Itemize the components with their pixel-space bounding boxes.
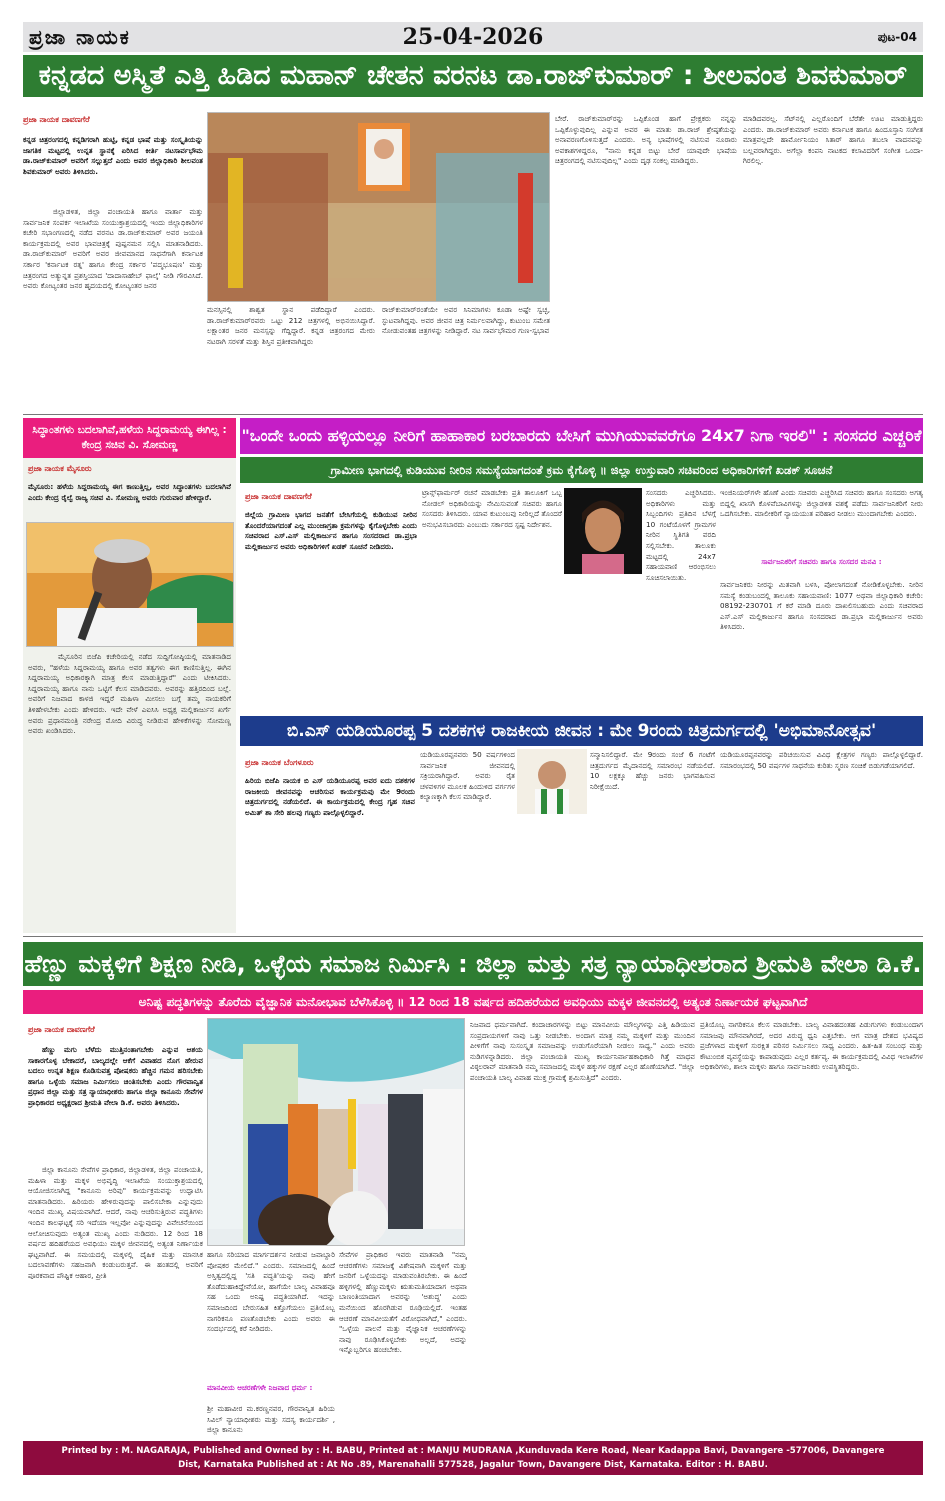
story3-body-col3a	[564, 578, 642, 710]
story4-dateline: ಪ್ರಜಾ ನಾಯಕ ಬೆಂಗಳೂರು	[245, 758, 314, 767]
issue-date: 25-04-2026	[402, 24, 544, 50]
story5-lead: ಹೆಣ್ಣು ಮಗು ಬೆಳೆದು ಮುತ್ತಿನಂತಾಗಬೇಕು ಎನ್ನುವ ಆಶಯ ಸಾಕಾರಗೊಳ್ಳ ಬೇಕಾದರೆ, ಬಾಲ್ಯದಲ್ಲೇ ಆಕೆಗೆ ವಿವಾಹದ ನೊಗ ಹೇರುವ ಬದಲು ಉನ್ನತ ಶಿಕ್ಷಣ ಕೊಡಿಸುವತ್ತ ಪೋಷಕರು ಹೆಚ್ಚಿನ ಗಮನ ಹರಿಸಬೇಕು ಹಾಗೂ ಒಳ್ಳೆಯ ಸಮಾಜ ನಿರ್ಮಿಸಲು ಚಿಂತಿಸಬೇಕು ಎಂದು ಗೌರವಾನ್ವಿತ ಪ್ರಧಾನ ಜಿಲ್ಲಾ ಮತ್ತು ಸತ್ರ ನ್ಯಾಯಾಧೀಶರು ಹಾಗೂ ಜಿಲ್ಲಾ ಕಾನೂನು ಸೇವೆಗಳ ಪ್ರಾಧಿಕಾರದ ಅಧ್ಯಕ್ಷರಾದ ಶ್ರೀಮತಿ ವೇಲಾ ಡಿ.ಕೆ. ಅವರು ತಿಳಿಸಿದರು.	[28, 1045, 203, 1107]
story3-photo	[564, 488, 642, 574]
story3-body-col4b: ಸಾರ್ವಜನಿಕರು ನೀರನ್ನು ಮಿತವಾಗಿ ಬಳಸಿ, ಪೋಲಾಗದಂತೆ ನೋಡಿಕೊಳ್ಳಬೇಕು. ನೀರಿನ ಸಮಸ್ಯೆ ಕಂಡುಬಂದಲ್ಲಿ ತಾಲೂಕು ಸಹಾಯವಾಣಿ: 1077 ಅಥವಾ ಜಿಲ್ಲಾಧಿಕಾರಿ ಕಚೇರಿ: 08192-230701 ಗೆ ಕರೆ ಮಾಡಿ ದೂರು ದಾಖಲಿಸಬಹುದು ಎಂದು ಸಚಿವರಾದ ಎಸ್.ಎಸ್ ಮಲ್ಲಿಕಾರ್ಜುನ ಹಾಗೂ ಸಂಸದರಾದ ಡಾ.ಪ್ರಭಾ ಮಲ್ಲಿಕಾರ್ಜುನ ಅವರು ತಿಳಿಸಿದರು.	[720, 580, 923, 632]
story5-subheadline: ಅನಿಷ್ಟ ಪದ್ಧತಿಗಳನ್ನು ತೊರೆದು ವೈಜ್ಞಾನಿಕ ಮನೋಭಾವ ಬೆಳೆಸಿಕೊಳ್ಳಿ ॥ 12 ರಿಂದ 18 ವರ್ಷದ ಹದಿಹರೆಯದ ಅವಧಿಯು ಮಕ್ಕಳ ಜೀವನದಲ್ಲಿ ಅತ್ಯಂತ ನಿರ್ಣಾಯಕ ಘಟ್ಟವಾಗಿದೆ	[23, 990, 923, 1014]
story5-body-col4: ನಿಜವಾದ ಧರ್ಮವಾಗಿದೆ. ಕಂದಾಚಾರಗಳನ್ನು ಬಿಟ್ಟು ಮಾನವೀಯ ಮೌಲ್ಯಗಳನ್ನು ಎತ್ತಿ ಹಿಡಿಯುವ ಸಂಪ್ರದಾಯಗಳಿಗೆ ನಾವು ಒತ್ತು ನೀಡಬೇಕು. ಅಂದಾಗ ಮಾತ್ರ ನಮ್ಮ ಮಕ್ಕಳಿಗೆ ಮತ್ತು ಮುಂದಿನ ಪೀಳಿಗೆಗೆ ನಾವು ಸುಸಂಸ್ಕೃತ ಸಮಾಜವನ್ನು ಉಡುಗೊರೆಯಾಗಿ ನೀಡಲು ಸಾಧ್ಯ." ಎಂದು ಅವರು ನುಡಿಗಳನ್ನಾಡಿದರು. ಜಿಲ್ಲಾ ಪಂಚಾಯತಿ ಮುಖ್ಯ ಕಾರ್ಯನಿರ್ವಾಹಕಾಧಿಕಾರಿ ಗಿತ್ತೆ ಮಾಧವ ವಿಠ್ಠಲರಾವ್ ಮಾತನಾಡಿ ನಮ್ಮ ಸಮಾಜದಲ್ಲಿ ಮಕ್ಕಳ ಹಕ್ಕುಗಳ ರಕ್ಷಣೆ ಎಲ್ಲರ ಹೊಣೆಯಾಗಿದೆ. "ಜಿಲ್ಲಾ ಪಂಚಾಯತಿ ಬಾಲ್ಯ ವಿವಾಹ ಮುಕ್ತ ಗ್ರಾಮಕ್ಕೆ ಶ್ರಮಿಸುತ್ತಿದೆ" ಎಂದರು.	[470, 1020, 695, 1082]
rajkumar-tribute-photo	[208, 113, 550, 302]
imprint-line-1: Printed by : M. NAGARAJA, Published and Owned by : H. BABU, Printed at : MANJU MUDRANA ,Kunduvada Kere Road, Near Kadappa Bavi, Davangere -577006, Davangere	[61, 1446, 885, 1456]
story5-body-col3: ಸೇವೆಗಳ ಪ್ರಾಧಿಕಾರ ಇವರು ಮಾತನಾಡಿ "ನಮ್ಮ ಆಚರಣೆಗಳು ಸಮಾಜಕ್ಕೆ ವಿಶೇಷವಾಗಿ ಮಕ್ಕಳಿಗೆ ಮತ್ತು ಜನರಿಗೆ ಒಳ್ಳೆಯದನ್ನು ಮಾಡುವಂತಿರಬೇಕು. ಈ ಹಿಂದೆ ಹಳ್ಳಿಗಳಲ್ಲಿ ಹೆಣ್ಣುಮಕ್ಕಳು ಋತುಮತಿಯಾದಾಗ ಅಥವಾ ಬಾಣಂತಿಯಾದಾಗ ಅವರನ್ನು 'ಅಶುದ್ಧ' ಎಂದು ಮನೆಯಿಂದ ಹೊರಗಿಡುವ ರೂಢಿಯಲ್ಲಿದೆ. ಇಂತಹ ಆಚರಣೆ ಮಾನವೀಯತೆಗೆ ವಿರೋಧವಾಗಿದೆ," ಎಂದರು. "ಒಳ್ಳೆಯ ಪಾಲನೆ ಮತ್ತು ವೈಜ್ಞಾನಿಕ ಆಚರಣೆಗಳನ್ನು ನಾವು ರೂಢಿಸಿಕೊಳ್ಳಬೇಕು ಅಲ್ಲದೆ, ಅದನ್ನು ಇನ್ನೊಬ್ಬರಿಗೂ ಹಂಚಬೇಕು.	[339, 1250, 467, 1355]
story3-subheading: ಸಾರ್ವಜನಿಕರಿಗೆ ಸಚಿವರು ಹಾಗೂ ಸಂಸದರ ಮನವಿ :	[761, 557, 882, 566]
mp-portrait-photo	[564, 488, 642, 574]
story4-headline: ಬಿ.ಎಸ್ ಯಡಿಯೂರಪ್ಪ 5 ದಶಕಗಳ ರಾಜಕೀಯ ಜೀವನ : ಮೇ 9ರಂದು ಚಿತ್ರದುರ್ಗದಲ್ಲಿ 'ಅಭಿಮಾನೋತ್ಸವ'	[240, 716, 923, 746]
story1-body-col1: ಜಿಲ್ಲಾಡಳಿತ, ಜಿಲ್ಲಾ ಪಂಚಾಯತಿ ಹಾಗೂ ವಾರ್ತಾ ಮತ್ತು ಸಾರ್ವಜನಿಕ ಸಂಪರ್ಕ ಇಲಾಖೆಯ ಸಂಯುಕ್ತಾಶ್ರಯದಲ್ಲಿ ಇಂದು ಜಿಲ್ಲಾಧಿಕಾರಿಗಳ ಕಚೇರಿ ಸಭಾಂಗಣದಲ್ಲಿ ನಡೆದ ವರನಟ ಡಾ.ರಾಜ್‌ಕುಮಾರ್ ಅವರ ಜಯಂತಿ ಕಾರ್ಯಕ್ರಮದಲ್ಲಿ ಅವರ ಭಾವಚಿತ್ರಕ್ಕೆ ಪುಷ್ಪನಮನ ಸಲ್ಲಿಸಿ ಮಾತನಾಡಿದರು. ಡಾ.ರಾಜ್‌ಕುಮಾರ್ ಅವರಿಗೆ ಅವರ ಜೀವಮಾನದ ಸಾಧನೆಗಾಗಿ ಕರ್ನಾಟಕ ಸರ್ಕಾರ 'ಕರ್ನಾಟಕ ರತ್ನ' ಹಾಗೂ ಕೇಂದ್ರ ಸರ್ಕಾರ 'ಪದ್ಮಭೂಷಣ' ಮತ್ತು ಚಿತ್ರರಂಗದ ಅತ್ಯುನ್ನತ ಪ್ರಶಸ್ತಿಯಾದ 'ದಾದಾಸಾಹೇಬ್ ಫಾಲ್ಕೆ' ನೀಡಿ ಗೌರವಿಸಿದೆ. ಅವರು ಕೋಟ್ಯಂತರ ಜನರ ಹೃದಯದಲ್ಲಿ ಕೋಟ್ಯಂತರ ಜನರ	[23, 207, 203, 291]
story3-body-col2: ಟ್ರಾನ್ಸ್‌ಫಾರ್ಮರ್ ರಚನೆ ಮಾಡಬೇಕು ಪ್ರತಿ ತಾಲೂಕಿಗೆ ಒಬ್ಬ ನೋಡಲ್ ಅಧಿಕಾರಿಯನ್ನು ನೇಮಿಸುವಂತೆ ಸಚಿವರು ಹಾಗೂ ಸಂಸದರು ತಿಳಿಸಿದರು. ಯಾವ ಕುಟುಂಬವು ನೀರಿಲ್ಲದೆ ತೊಂದರೆ ಅನುಭವಿಸಬಾರದು ಎಂಬುದು ಸರ್ಕಾರದ ಸ್ಪಷ್ಟ ನಿರ್ದೇಶನ.	[422, 488, 562, 529]
story4-body-col4: ಯಡಿಯೂರಪ್ಪನವರನ್ನು ಪರಿಚಯಿಸುವ ವಿವಿಧ ಕ್ಷೇತ್ರಗಳ ಗಣ್ಯರು ಪಾಲ್ಗೊಳ್ಳಲಿದ್ದಾರೆ. ಸಮಾರಂಭದಲ್ಲಿ 50 ವರ್ಷಗಳ ಸಾಧನೆಯ ಕುರಿತು ಸ್ಮರಣ ಸಂಚಿಕೆ ಬಿಡುಗಡೆಯಾಗಲಿದೆ.	[720, 750, 923, 770]
story1-photo	[207, 112, 550, 302]
story2-body: ಮೈಸೂರಿನ ಬಿಜೆಪಿ ಕಚೇರಿಯಲ್ಲಿ ನಡೆದ ಸುದ್ದಿಗೋಷ್ಠಿಯಲ್ಲಿ ಮಾತನಾಡಿದ ಅವರು, "ಹಳೆಯ ಸಿದ್ದರಾಮಯ್ಯ ಹಾಗೂ ಅವರ ತತ್ವಗಳು ಈಗ ಕಾಣಿಸುತ್ತಿಲ್ಲ. ಈಗಿನ ಸಿದ್ದರಾಮಯ್ಯ ಅಧಿಕಾರಕ್ಕಾಗಿ ಮಾತ್ರ ಕೆಲಸ ಮಾಡುತ್ತಿದ್ದಾರೆ" ಎಂದು ಟೀಕಿಸಿದರು. ಸಿದ್ದರಾಮಯ್ಯ ಹಾಗೂ ನಾನು ಒಟ್ಟಿಗೆ ಕೆಲಸ ಮಾಡಿದವರು. ಅವರನ್ನು ಹತ್ತಿರದಿಂದ ಬಲ್ಲೆ. ಅವರಿಗೆ ನಿಜವಾದ ಕಾಳಜಿ ಇದ್ದರೆ ಮಹಿಳಾ ಮೀಸಲು ಬಗ್ಗೆ ತಮ್ಮ ನಾಯಕರಿಗೆ ತಿಳಿಹೇಳಬೇಕು ಎಂದು ಹೇಳಿದರು. ಇದೇ ವೇಳೆ ಎಐಸಿಸಿ ಅಧ್ಯಕ್ಷ ಮಲ್ಲಿಕಾರ್ಜುನ ಖರ್ಗೆ ಅವರು ಪ್ರಧಾನಮಂತ್ರಿ ನರೇಂದ್ರ ಮೋದಿ ವಿರುದ್ಧ ನೀಡಿರುವ ಹೇಳಿಕೆಗಳನ್ನು ಸೋಮಣ್ಣ ಅವರು ಖಂಡಿಸಿದರು.	[28, 652, 231, 736]
story2-photo	[26, 522, 234, 647]
story3-headline: "ಒಂದೇ ಒಂದು ಹಳ್ಳಿಯಲ್ಲೂ ನೀರಿಗೆ ಹಾಹಾಕಾರ ಬರಬಾರದು ಬೇಸಿಗೆ ಮುಗಿಯುವವರೆಗೂ 24x7 ನಿಗಾ ಇರಲಿ" : ಸಂಸದರ ಎಚ್ಚರಿಕೆ	[240, 418, 923, 454]
imprint-line-2: Dist, Karnataka Published at : At No .89, Marenahalli 577528, Jagalur Town, Davangere Dist, Karnataka. Editor : H. BABU.	[178, 1460, 768, 1470]
paper-name: ಪ್ರಜಾ ನಾಯಕ	[29, 25, 131, 49]
story3-lead: ಜಿಲ್ಲೆಯ ಗ್ರಾಮೀಣ ಭಾಗದ ಜನತೆಗೆ ಬೇಸಿಗೆಯಲ್ಲಿ ಕುಡಿಯುವ ನೀರಿನ ತೊಂದರೆಯಾಗದಂತೆ ಎಲ್ಲ ಮುಂಜಾಗ್ರತಾ ಕ್ರಮಗಳನ್ನು ಕೈಗೊಳ್ಳಬೇಕು ಎಂದು ಸಚಿವರಾದ ಎಸ್.ಎಸ್ ಮಲ್ಲಿಕಾರ್ಜುನ ಹಾಗೂ ಸಂಸದರಾದ ಡಾ.ಪ್ರಭಾ ಮಲ್ಲಿಕಾರ್ಜುನ ಅವರು ಅಧಿಕಾರಿಗಳಿಗೆ ಖಡಕ್ ಸೂಚನೆ ನೀಡಿದರು.	[245, 510, 417, 551]
story3-body-col3: ಸಂಸದರು ಎಚ್ಚರಿಸಿದರು. ಅಧಿಕಾರಿಗಳು ಮತ್ತು ಸಿಬ್ಬಂದಿಗಳು ಪ್ರತಿದಿನ ಬೆಳಗ್ಗೆ 10 ಗಂಟೆಯೊಳಗೆ ಗ್ರಾಮಗಳ ನೀರಿನ ಸ್ಥಿತಿಗತಿ ವರದಿ ಸಲ್ಲಿಸಬೇಕು. ತಾಲೂಕು ಮಟ್ಟದಲ್ಲಿ 24x7 ಸಹಾಯವಾಣಿ ಆರಂಭಿಸಲು ಸೂಚಿಸಲಾಯಿತು.	[646, 488, 716, 582]
divider	[23, 936, 923, 937]
story1-body-col5: ಮಾಡಿದವರಲ್ಲ. ಸೆಟ್‌ನಲ್ಲಿ ಎಲ್ಲರೊಂದಿಗೆ ಬೆರೆತೇ ಊಟ ಮಾಡುತ್ತಿದ್ದರು ಎಂದರು. ಡಾ.ರಾಜ್‌ಕುಮಾರ್ ಅವರು ಕರ್ನಾಟಕ ಹಾಗೂ ಹಿಂದೂಸ್ತಾನಿ ಸಂಗೀತ ಮಾತ್ರವಲ್ಲದೇ ಹಾರ್ಮೋನಿಯಂ ಸಿತಾರ್ ಹಾಗೂ ತಬಲಾ ವಾದನವನ್ನು ಬಲ್ಲವರಾಗಿದ್ದರು. ಅಗೆಲ್ಲಾ ಕಂಪನಿ ನಾಟಕದ ಕಲಾವಿದರಿಗೆ ಸಂಗೀತ ಒಂದಾ-ಗಿರಲಿಲ್ಲ.	[743, 114, 923, 166]
story1-body-col4: ಬೇರೆ. ರಾಜ್‌ಕುಮಾರ್‌ರನ್ನು ಒಪ್ಪಿಕೊಂಡ ಹಾಗೆ ಪ್ರೇಕ್ಷಕರು ನನ್ನನ್ನು ಒಪ್ಪಿಕೊಳ್ಳುವುದಿಲ್ಲ ಎನ್ನುವ ಅವರ ಈ ಮಾತು ಡಾ.ರಾಜ್ ಶ್ರೇಷ್ಠತೆಯನ್ನು ಅನಾವರಣಗೊಳಿಸುತ್ತದೆ ಎಂದರು. ಅನ್ಯ ಭಾಷೆಗಳಲ್ಲಿ ನಟಿಸುವ ನೂರಾರು ಅವಕಾಶಗಳಿದ್ದರೂ, "ನಾನು ಕನ್ನಡ ಬಿಟ್ಟು ಬೇರೆ ಯಾವುದೇ ಭಾಷೆಯ ಚಿತ್ರರಂಗದಲ್ಲಿ ನಟಿಸುವುದಿಲ್ಲ" ಎಂದು ದೃಢ ಸಂಕಲ್ಪ ಮಾಡಿದ್ದರು.	[555, 114, 737, 166]
story5-dateline: ಪ್ರಜಾ ನಾಯಕ ದಾವಣಗೆರೆ	[28, 1025, 95, 1034]
story3-subheadline: ಗ್ರಾಮೀಣ ಭಾಗದಲ್ಲಿ ಕುಡಿಯುವ ನೀರಿನ ಸಮಸ್ಯೆಯಾಗದಂತೆ ಕ್ರಮ ಕೈಗೊಳ್ಳಿ ॥ ಜಿಲ್ಲಾ ಉಸ್ತುವಾರಿ ಸಚಿವರಿಂದ ಅಧಿಕಾರಿಗಳಿಗೆ ಖಡಕ್ ಸೂಚನೆ	[240, 457, 923, 483]
story1-headline: ಕನ್ನಡದ ಅಸ್ಮಿತೆ ಎತ್ತಿ ಹಿಡಿದ ಮಹಾನ್ ಚೇತನ ವರನಟ ಡಾ.ರಾಜ್‌ಕುಮಾರ್ : ಶೀಲವಂತ ಶಿವಕುಮಾರ್	[23, 55, 923, 97]
story1-body-col2: ಮನಸ್ಸಿನಲ್ಲಿ ಶಾಶ್ವತ ಸ್ಥಾನ ಪಡೆದಿದ್ದಾರೆ ಎಂದರು. ಡಾ.ರಾಜ್‌ಕುಮಾರ್‌ರವರು ಒಟ್ಟು 212 ಚಿತ್ರಗಳಲ್ಲಿ ಅಭಿನಯಿಸಿದ್ದಾರೆ. ಲಕ್ಷಾಂತರ ಜನರ ಮನಸ್ಸನ್ನು ಗೆದ್ದಿದ್ದಾರೆ. ಕನ್ನಡ ಚಿತ್ರರಂಗದ ಮೇರು ನಟರಾಗಿ ಸರಳತೆ ಮತ್ತು ಶಿಸ್ತಿನ ಪ್ರತೀಕವಾಗಿದ್ದರು	[207, 305, 375, 346]
story3-body-col4: ಇಂಜಿನಿಯರ್‌ಗಳೇ ಹೊಣೆ ಎಂದು ಸಚಿವರು ಎಚ್ಚರಿಸಿದ ಸಚಿವರು ಹಾಗೂ ಸಂಸದರು ಅಗತ್ಯ ಬಿದ್ದಲ್ಲಿ ಖಾಸಗಿ ಕೊಳವೆಬಾವಿಗಳನ್ನು ಜಿಲ್ಲಾಡಳಿತ ವಶಕ್ಕೆ ಪಡೆದು ಸಾರ್ವಜನಿಕರಿಗೆ ನೀರು ಒದಗಿಸಬೇಕು. ಮಾಲೀಕರಿಗೆ ನ್ಯಾಯಯುತ ಪರಿಹಾರ ನೀಡಲು ಮುಂದಾಗಬೇಕು ಎಂದರು.	[720, 488, 923, 519]
story1-col1	[23, 115, 203, 427]
story2-headline: ಸಿದ್ಧಾಂತಗಳು ಬದಲಾಗಿವೆ,ಹಳೆಯ ಸಿದ್ದರಾಮಯ್ಯ ಈಗಿಲ್ಲ : ಕೇಂದ್ರ ಸಚಿವ ವಿ. ಸೋಮಣ್ಣ	[23, 418, 236, 458]
story4-photo	[517, 749, 587, 814]
story3-dateline: ಪ್ರಜಾ ನಾಯಕ ದಾವಣಗೆರೆ	[245, 492, 312, 501]
story5-body-col1: ಜಿಲ್ಲಾ ಕಾನೂನು ಸೇವೆಗಳ ಪ್ರಾಧಿಕಾರ, ಜಿಲ್ಲಾಡಳಿತ, ಜಿಲ್ಲಾ ಪಂಚಾಯತಿ, ಮಹಿಳಾ ಮತ್ತು ಮಕ್ಕಳ ಅಭಿವೃದ್ಧಿ ಇಲಾಖೆಯ ಸಂಯುಕ್ತಾಶ್ರಯದಲ್ಲಿ ಆಯೋಜಿಸಲಾಗಿದ್ದ "ಕಾನೂನು ಅರಿವು" ಕಾರ್ಯಕ್ರಮವನ್ನು ಉದ್ಘಾಟಿಸಿ ಮಾತನಾಡಿದರು. ಹಿರಿಯರು ಹೇಳಿರುವುದನ್ನು ಪಾಲಿಸಬೇಕಾ ಎನ್ನುವುದು ಇಂದಿನ ಮುಖ್ಯ ವಿಷಯವಾಗಿದೆ. ಆದರೆ, ನಾವು ಆಚರಿಸುತ್ತಿರುವ ಪದ್ಧತಿಗಳು ಇಂದಿನ ಕಾಲಘಟ್ಟಕ್ಕೆ ಸರಿ ಇದೆಯಾ ಇಲ್ಲವೋ ಎನ್ನುವುದನ್ನು ವಿವೇಚನೆಯಿಂದ ಆಲೋಚಿಸುವುದು ಅತ್ಯಂತ ಮುಖ್ಯ ಎಂದು ನುಡಿದರು. 12 ರಿಂದ 18 ವರ್ಷದ ಹದಿಹರೆಯದ ಅವಧಿಯು ಮಕ್ಕಳ ಜೀವನದಲ್ಲಿ ಅತ್ಯಂತ ನಿರ್ಣಾಯಕ ಘಟ್ಟವಾಗಿದೆ. ಈ ಸಮಯದಲ್ಲಿ ಮಕ್ಕಳಲ್ಲಿ ದೈಹಿಕ ಮತ್ತು ಮಾನಸಿಕ ಬದಲಾವಣೆಗಳು ಸಹಜವಾಗಿ ಕಂಡುಬರುತ್ತವೆ. ಈ ಹಂತದಲ್ಲಿ ಅವರಿಗೆ ಪೂರಕವಾದ ಪೌಷ್ಟಿಕ ಆಹಾರ, ಪ್ರೀತಿ	[28, 1165, 203, 1280]
story1-dateline: ಪ್ರಜಾ ನಾಯಕ ದಾವಣಗೆರೆ	[23, 115, 90, 124]
story5-subheading: ಮಾನವೀಯ ಆಚರಣೆಗಳೇ ನಿಜವಾದ ಧರ್ಮ :	[207, 1383, 313, 1392]
story4-lead: ಹಿರಿಯ ಬಿಜೆಪಿ ನಾಯಕ ಬಿ ಎಸ್ ಯಡಿಯೂರಪ್ಪ ಅವರ ಐದು ದಶಕಗಳ ರಾಜಕೀಯ ಜೀವನವನ್ನು ಆಚರಿಸುವ ಕಾರ್ಯಕ್ರಮವು ಮೇ 9ರಂದು ಚಿತ್ರದುರ್ಗದಲ್ಲಿ ನಡೆಯಲಿದೆ. ಈ ಕಾರ್ಯಕ್ರಮದಲ್ಲಿ ಕೇಂದ್ರ ಗೃಹ ಸಚಿವ ಅಮಿತ್ ಶಾ ಸೇರಿ ಹಲವು ಗಣ್ಯರು ಪಾಲ್ಗೊಳ್ಳಲಿದ್ದಾರೆ.	[245, 776, 415, 817]
story2-dateline: ಪ್ರಜಾ ನಾಯಕ ಮೈಸೂರು	[28, 464, 92, 473]
story1-lead: ಕನ್ನಡ ಚಿತ್ರರಂಗದಲ್ಲಿ ಕನ್ನಡಿಗರಾಗಿ ಹುಟ್ಟಿ, ಕನ್ನಡ ಭಾಷೆ ಮತ್ತು ಸಂಸ್ಕೃತಿಯನ್ನು ಜಾಗತಿಕ ಮಟ್ಟದಲ್ಲಿ ಉನ್ನತ ಸ್ಥಾನಕ್ಕೆ ಏರಿಸಿದ ಕೀರ್ತಿ ನಟಸಾರ್ವಭೌಮ ಡಾ.ರಾಜ್‌ಕುಮಾರ್ ಅವರಿಗೆ ಸಲ್ಲುತ್ತದೆ ಎಂದು ಅಪರ ಜಿಲ್ಲಾಧಿಕಾರಿ ಶೀಲವಂತ ಶಿವಕುಮಾರ್ ಅವರು ತಿಳಿಸಿದರು.	[23, 135, 203, 176]
story5-body-col2b: ಶ್ರೀ ಮಹಾವೀರ ಮ.ಕರಣ್ಣನವರ, ಗೌರವಾನ್ವಿತ ಹಿರಿಯ ಸಿವಿಲ್ ನ್ಯಾಯಾಧೀಶರು ಮತ್ತು ಸದಸ್ಯ ಕಾರ್ಯದರ್ಶಿ , ಜಿಲ್ಲಾ ಕಾನೂನು	[207, 1404, 335, 1435]
story5-body-col2: ಹಾಗೂ ಸರಿಯಾದ ಮಾರ್ಗದರ್ಶನ ನೀಡುವ ಜವಾಬ್ದಾರಿ ಪೋಷಕರ ಮೇಲಿದೆ." ಎಂದರು. ಸಮಾಜದಲ್ಲಿ ಹಿಂದೆ ಅಸ್ತಿತ್ವದಲ್ಲಿದ್ದ 'ಸತಿ ಪದ್ಧತಿ'ಯನ್ನು ನಾವು ಹೇಗೆ ತೊಡೆದುಹಾಕಿದ್ದೇವೆಯೋ, ಹಾಗೆಯೇ ಬಾಲ್ಯ ವಿವಾಹವೂ ಸಹ ಒಂದು ಅನಿಷ್ಟ ಪದ್ಧತಿಯಾಗಿದೆ. ಇದನ್ನು ಸಮಾಜದಿಂದ ಬೇರುಸಹಿತ ಕಿತ್ತೊಗೆಯಲು ಪ್ರತಿಯೊಬ್ಬ ನಾಗರಿಕನೂ ಪಣತೊಡಬೇಕು ಎಂದು ಅವರು ಈ ಸಂದರ್ಭದಲ್ಲಿ ಕರೆ ನೀಡಿದರು.	[207, 1250, 335, 1334]
divider	[23, 414, 923, 415]
story5-body-col5: ಪ್ರತಿಯೊಬ್ಬ ನಾಗರಿಕನೂ ಕೆಲಸ ಮಾಡಬೇಕು. ಬಾಲ್ಯ ವಿವಾಹದಂತಹ ಪಿಡುಗುಗಳು ಕಂಡುಬಂದಾಗ ಸಮಾಜವು ಮೌನವಾಗಿರದೆ, ಅದರ ವಿರುದ್ಧ ಧ್ವನಿ ಎತ್ತಬೇಕು. ಆಗ ಮಾತ್ರ ದೇಶದ ಭವಿಷ್ಯದ ಪ್ರಜೆಗಳಾದ ಮಕ್ಕಳಿಗೆ ಸುರಕ್ಷಿತ ಪರಿಸರ ನಿರ್ಮಿಸಲು ಸಾಧ್ಯ ಎಂದರು. ಹಿತ-ಹಿತ ಸಂಬಂಧ ಮತ್ತು ಕೌಟುಂಬಿಕ ವ್ಯವಸ್ಥೆಯನ್ನು ಕಾಪಾಡುವುದು ಎಲ್ಲರ ಕರ್ತವ್ಯ. ಈ ಕಾರ್ಯಕ್ರಮದಲ್ಲಿ ವಿವಿಧ ಇಲಾಖೆಗಳ ಅಧಿಕಾರಿಗಳು, ಶಾಲಾ ಮಕ್ಕಳು ಹಾಗೂ ಸಾರ್ವಜನಿಕರು ಉಪಸ್ಥಿತರಿದ್ದರು.	[700, 1020, 923, 1072]
story2-lead: ಮೈಸೂರು: ಹಳೆಯ ಸಿದ್ದರಾಮಯ್ಯ ಈಗ ಕಾಣುತ್ತಿಲ್ಲ, ಅವರ ಸಿದ್ಧಾಂತಗಳು ಬದಲಾಗಿವೆ ಎಂದು ಕೇಂದ್ರ ರೈಲ್ವೆ ರಾಜ್ಯ ಸಚಿವ ವಿ. ಸೋಮಣ್ಣ ಅವರು ಗುರುವಾರ ಹೇಳಿದ್ದಾರೆ.	[28, 482, 231, 502]
yediyurappa-portrait-photo	[517, 749, 587, 814]
somanna-speaking-photo	[27, 523, 234, 647]
masthead	[23, 22, 923, 52]
page-number: ಪುಟ-04	[877, 29, 917, 44]
story4-body-col2: ಯಡಿಯೂರಪ್ಪನವರು 50 ವರ್ಷಗಳಿಂದ ಸಾರ್ವಜನಿಕ ಜೀವನದಲ್ಲಿ ಸಕ್ರಿಯರಾಗಿದ್ದಾರೆ. ಅವರು ರೈತ ಚಳವಳಿಗಳ ಮೂಲಕ ಹಿಂದುಳಿದ ವರ್ಗಗಳ ಕಲ್ಯಾಣಕ್ಕಾಗಿ ಕೆಲಸ ಮಾಡಿದ್ದಾರೆ.	[420, 750, 515, 802]
story5-headline: ಹೆಣ್ಣು ಮಕ್ಕಳಿಗೆ ಶಿಕ್ಷಣ ನೀಡಿ, ಒಳ್ಳೆಯ ಸಮಾಜ ನಿರ್ಮಿಸಿ : ಜಿಲ್ಲಾ ಮತ್ತು ಸತ್ರ ನ್ಯಾಯಾಧೀಶರಾದ ಶ್ರೀಮತಿ ವೇಲಾ ಡಿ.ಕೆ.	[23, 942, 923, 986]
story1-body-col3: ರಾಜ್‌ಕುಮಾರ್‌ರಂತೆಯೇ ಅವರ ಸಿನಿಮಾಗಳು ಕೂಡಾ ಅಷ್ಟೇ ಸ್ವಚ್ಛ, ಸ್ಫುಟವಾಗಿದ್ದವು. ಅವರ ಜೀವನ ಚಿತ್ರ ನಿರ್ಮಲವಾಗಿದ್ದು, ಕುಟುಂಬ ಸಮೇತ ನೋಡುವಂತಹ ಚಿತ್ರಗಳನ್ನು ನೀಡಿದ್ದಾರೆ. ನಟ ಸಾರ್ವಭೌಮರ ಗುಣ-ಸ್ವಭಾವ	[382, 305, 550, 336]
lamp-lighting-event-photo	[208, 1019, 465, 1246]
imprint-footer	[23, 1441, 923, 1475]
story5-photo	[207, 1018, 465, 1246]
story4-body-col3: ಸನ್ಮಾನಿಸಲಿದ್ದಾರೆ. ಮೇ 9ರಂದು ಸಂಜೆ 6 ಗಂಟೆಗೆ ಚಿತ್ರದುರ್ಗದ ಮೈದಾನದಲ್ಲಿ ಸಮಾರಂಭ ನಡೆಯಲಿದೆ. 10 ಲಕ್ಷಕ್ಕೂ ಹೆಚ್ಚು ಜನರು ಭಾಗವಹಿಸುವ ನಿರೀಕ್ಷೆಯಿದೆ.	[590, 750, 715, 791]
